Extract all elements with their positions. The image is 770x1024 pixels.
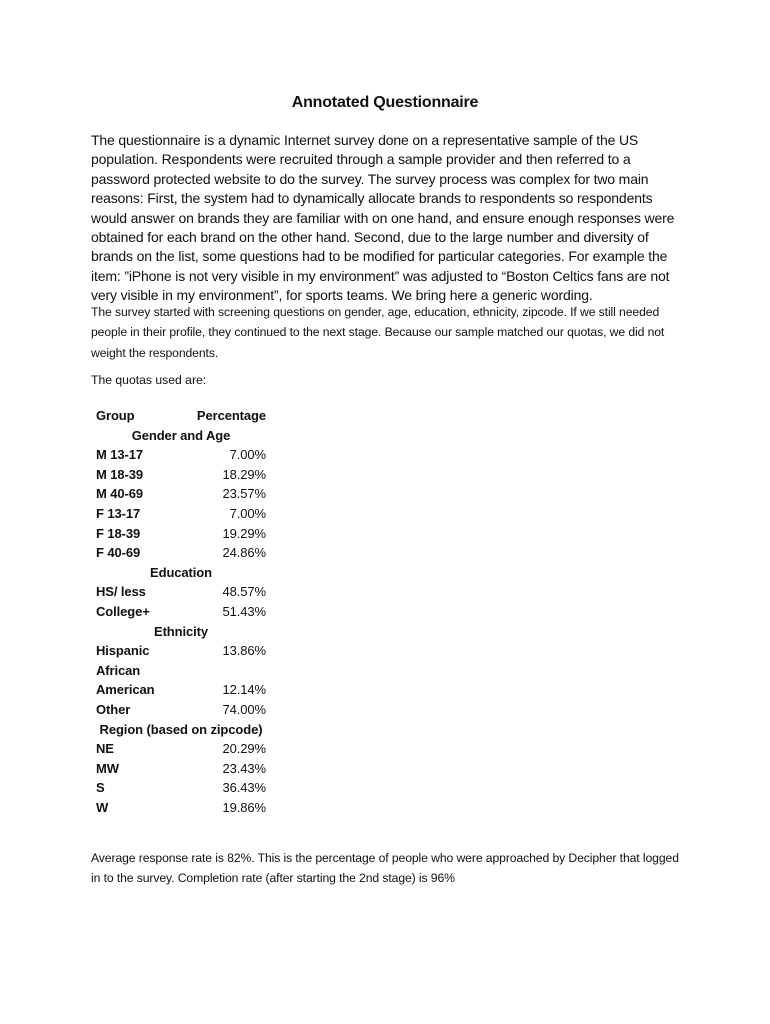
table-row bbox=[96, 504, 266, 524]
footer-paragraph: Average response rate is 82%. This is the percentage of people who were approached by Decipher that logged in to the survey. Completion rate (after starting the 2nd stage) is 96% bbox=[91, 851, 679, 886]
quota-table-header bbox=[96, 406, 266, 426]
row-value: 19.29% bbox=[222, 525, 266, 541]
section-title-gender-age: Gender and Age bbox=[131, 427, 231, 443]
row-value: 74.00% bbox=[222, 701, 266, 717]
section-title-region: Region (based on zipcode) bbox=[99, 721, 263, 737]
table-row bbox=[96, 739, 266, 759]
row-group: HS/ less bbox=[96, 584, 146, 600]
row-group: NE bbox=[96, 741, 114, 757]
table-row bbox=[96, 445, 266, 465]
section-title-ethnicity: Ethnicity bbox=[154, 623, 208, 639]
screening-paragraph: The survey started with screening questions on gender, age, education, ethnicity, zipcode. If we still needed people in their profile, they continued to the next stage. Because our sample matched our quotas, we did not weight the respondents. bbox=[91, 305, 665, 360]
row-value: 36.43% bbox=[222, 780, 266, 796]
row-value: 19.86% bbox=[222, 799, 266, 815]
row-value: 7.00% bbox=[229, 447, 266, 463]
row-group: M 40-69 bbox=[96, 486, 143, 502]
table-row bbox=[96, 543, 266, 563]
table-row bbox=[96, 700, 266, 720]
row-value: 23.57% bbox=[222, 486, 266, 502]
intro-paragraph bbox=[91, 131, 691, 306]
table-row bbox=[96, 602, 266, 622]
row-group: F 18-39 bbox=[96, 525, 141, 541]
row-value: 13.86% bbox=[222, 643, 266, 659]
row-group: M 18-39 bbox=[96, 466, 143, 482]
header-group: Group bbox=[96, 408, 135, 423]
row-value: 12.14% bbox=[222, 682, 266, 698]
row-group: Other bbox=[96, 701, 131, 717]
quota-table bbox=[96, 406, 266, 817]
row-group: W bbox=[96, 799, 109, 815]
row-value: 51.43% bbox=[222, 603, 266, 619]
table-row bbox=[96, 798, 266, 818]
row-group: S bbox=[96, 780, 105, 796]
row-group: College+ bbox=[96, 603, 150, 619]
row-value: 18.29% bbox=[222, 466, 266, 482]
table-row bbox=[96, 661, 266, 700]
table-row bbox=[96, 465, 266, 485]
table-row bbox=[96, 759, 266, 779]
row-group: Hispanic bbox=[96, 643, 150, 659]
table-row bbox=[96, 484, 266, 504]
table-row bbox=[96, 582, 266, 602]
row-value: 24.86% bbox=[222, 545, 266, 561]
row-group: M 13-17 bbox=[96, 447, 143, 463]
table-row bbox=[96, 641, 266, 661]
row-group: F 13-17 bbox=[96, 505, 141, 521]
quotas-label: The quotas used are: bbox=[91, 373, 207, 387]
row-group: African American bbox=[96, 662, 155, 698]
table-row bbox=[96, 524, 266, 544]
row-value: 7.00% bbox=[229, 505, 266, 521]
intro-text: The questionnaire is a dynamic Internet survey done on a representative sample of the US population. Respondents were recruited through a sample provider and then referred to a password protected website to do the survey. The survey process was complex for two main reasons: First, the system had to dynamically allocate brands to respondents so respondents would answer on brands they are familiar with on one hand, and ensure enough responses were obtained for each brand on the other hand. Second, due to the large number and diversity of brands on the list, some questions had to be modified for particular categories. For example the item: ”iPhone is not very visible in my environment” was adjusted to “Boston Celtics fans are not very visible in my environment”, for sports teams. We bring here a generic wording. bbox=[91, 132, 675, 304]
section-title-education: Education bbox=[150, 564, 212, 580]
row-group: F 40-69 bbox=[96, 545, 141, 561]
row-group: MW bbox=[96, 760, 119, 776]
table-row bbox=[96, 778, 266, 798]
row-value: 23.43% bbox=[222, 760, 266, 776]
page-title: Annotated Questionnaire bbox=[291, 94, 479, 111]
row-value: 48.57% bbox=[222, 584, 266, 600]
row-value: 20.29% bbox=[222, 741, 266, 757]
header-percentage: Percentage bbox=[196, 408, 266, 423]
